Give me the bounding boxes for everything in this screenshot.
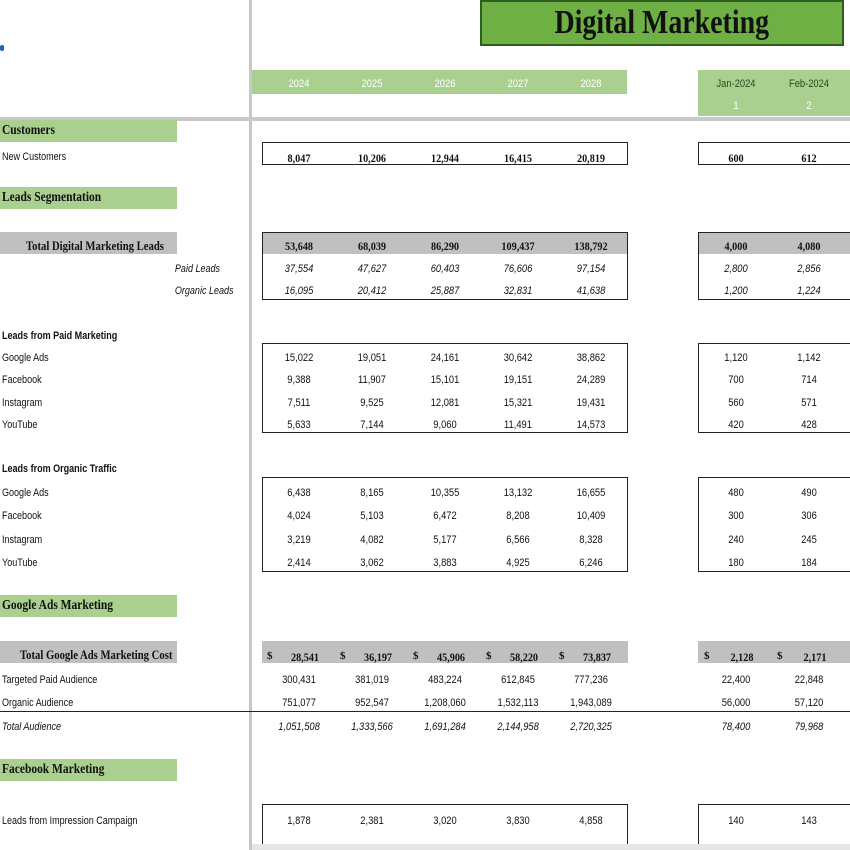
- total-leads-cell-2026[interactable]: 86,290: [430, 239, 460, 253]
- organic-leads-cell-2026[interactable]: 25,887: [430, 285, 460, 297]
- organic-traffic-header: Leads from Organic Traffic: [2, 463, 117, 475]
- frozen-column-divider: [249, 0, 252, 850]
- currency-symbol: $: [559, 650, 565, 662]
- gads-cost-cell-2025[interactable]: 36,197: [363, 650, 393, 664]
- organic-audience-cell-2025[interactable]: 952,547: [355, 697, 389, 709]
- page-title: Digital Marketing: [480, 0, 844, 46]
- paid-facebook-cell-2024[interactable]: 9,388: [287, 374, 311, 386]
- month-index-2: 2: [806, 100, 812, 112]
- paid-google-cell-month-2[interactable]: 1,142: [797, 352, 821, 364]
- org-youtube-cell-month-1[interactable]: 180: [728, 557, 744, 569]
- total-audience-cell-month-2[interactable]: 79,968: [794, 721, 824, 733]
- paid-facebook-cell-2027[interactable]: 19,151: [503, 374, 533, 386]
- row-label-gads-cost: Total Google Ads Marketing Cost: [20, 647, 173, 662]
- month-jan-2024: Jan-2024: [716, 78, 756, 90]
- paid-leads-cell-2028[interactable]: 97,154: [576, 263, 606, 275]
- currency-symbol: $: [486, 650, 492, 662]
- organic-audience-cell-2026[interactable]: 1,208,060: [424, 697, 466, 709]
- targeted-paid-cell-2027[interactable]: 612,845: [501, 674, 535, 686]
- org-facebook-cell-2027[interactable]: 8,208: [506, 510, 530, 522]
- row-label-impression-leads: Leads from Impression Campaign: [2, 815, 138, 827]
- gads-cost-cell-month-2[interactable]: 2,171: [803, 650, 827, 664]
- new-customers-cell-2024[interactable]: 8,047: [287, 151, 311, 165]
- section-facebook-marketing: Facebook Marketing: [0, 759, 177, 781]
- targeted-paid-cell-2025[interactable]: 381,019: [355, 674, 389, 686]
- gads-cost-cell-2027[interactable]: 58,220: [509, 650, 539, 664]
- total-leads-cell-2027[interactable]: 109,437: [501, 239, 535, 253]
- targeted-paid-cell-month-1[interactable]: 22,400: [721, 674, 751, 686]
- month-feb-2024: Feb-2024: [788, 78, 830, 90]
- currency-symbol: $: [777, 650, 783, 662]
- row-label-paid-instagram: Instagram: [2, 397, 43, 409]
- org-instagram-cell-month-1[interactable]: 240: [728, 534, 744, 546]
- row-label-org-google-ads: Google Ads: [2, 487, 49, 499]
- org-google-cell-2024[interactable]: 6,438: [287, 487, 311, 499]
- paid-instagram-cell-month-2[interactable]: 571: [801, 397, 817, 409]
- organic-leads-cell-2028[interactable]: 41,638: [576, 285, 606, 297]
- total-leads-cell-month-1[interactable]: 4,000: [724, 239, 748, 253]
- currency-symbol: $: [704, 650, 710, 662]
- paid-leads-cell-2026[interactable]: 60,403: [430, 263, 460, 275]
- year-2024: 2024: [288, 78, 310, 90]
- organic-leads-cell-month-1[interactable]: 1,200: [724, 285, 748, 297]
- paid-leads-cell-month-1[interactable]: 2,800: [724, 263, 748, 275]
- organic-leads-cell-2024[interactable]: 16,095: [284, 285, 314, 297]
- organic-audience-cell-2028[interactable]: 1,943,089: [570, 697, 612, 709]
- paid-facebook-cell-2026[interactable]: 15,101: [430, 374, 460, 386]
- targeted-paid-cell-2028[interactable]: 777,236: [574, 674, 608, 686]
- paid-instagram-cell-month-1[interactable]: 560: [728, 397, 744, 409]
- row-label-org-instagram: Instagram: [2, 534, 43, 546]
- total-audience-cell-2025[interactable]: 1,333,566: [351, 721, 393, 733]
- impression-leads-cell-2026[interactable]: 3,020: [433, 815, 457, 827]
- org-instagram-cell-2025[interactable]: 4,082: [360, 534, 384, 546]
- org-google-cell-2026[interactable]: 10,355: [430, 487, 460, 499]
- paid-instagram-cell-2025[interactable]: 9,525: [360, 397, 384, 409]
- currency-symbol: $: [413, 650, 419, 662]
- organic-leads-cell-2025[interactable]: 20,412: [357, 285, 387, 297]
- row-label-org-facebook: Facebook: [2, 510, 42, 522]
- org-facebook-cell-2025[interactable]: 5,103: [360, 510, 384, 522]
- gads-cost-cell-2024[interactable]: 28,541: [290, 650, 320, 664]
- paid-youtube-cell-2024[interactable]: 5,633: [287, 419, 311, 431]
- total-audience-cell-2026[interactable]: 1,691,284: [424, 721, 466, 733]
- new-customers-cell-2027[interactable]: 16,415: [503, 151, 533, 165]
- org-google-cell-month-1[interactable]: 480: [728, 487, 744, 499]
- org-facebook-cell-month-1[interactable]: 300: [728, 510, 744, 522]
- org-google-cell-month-2[interactable]: 490: [801, 487, 817, 499]
- row-label-total-audience: Total Audience: [2, 721, 62, 733]
- impression-leads-cell-2027[interactable]: 3,830: [506, 815, 530, 827]
- new-customers-cell-month-2[interactable]: 612: [801, 151, 817, 165]
- gads-cost-cell-2026[interactable]: 45,906: [436, 650, 466, 664]
- total-audience-rule: [0, 711, 850, 712]
- paid-instagram-cell-2026[interactable]: 12,081: [430, 397, 460, 409]
- paid-google-cell-2027[interactable]: 30,642: [503, 352, 533, 364]
- year-2027: 2027: [507, 78, 529, 90]
- org-facebook-cell-month-2[interactable]: 306: [801, 510, 817, 522]
- row-label-targeted-paid: Targeted Paid Audience: [2, 674, 98, 686]
- selection-dot: [0, 45, 4, 51]
- new-customers-cell-month-1[interactable]: 600: [728, 151, 744, 165]
- row-label-paid-google-ads: Google Ads: [2, 352, 49, 364]
- section-leads-segmentation: Leads Segmentation: [0, 187, 177, 209]
- total-audience-cell-2027[interactable]: 2,144,958: [497, 721, 539, 733]
- org-instagram-cell-2026[interactable]: 5,177: [433, 534, 457, 546]
- org-youtube-cell-month-2[interactable]: 184: [801, 557, 817, 569]
- paid-marketing-header: Leads from Paid Marketing: [2, 330, 118, 342]
- org-google-cell-2027[interactable]: 13,132: [503, 487, 533, 499]
- total-audience-cell-2028[interactable]: 2,720,325: [570, 721, 612, 733]
- org-facebook-cell-2024[interactable]: 4,024: [287, 510, 311, 522]
- impression-leads-cell-2028[interactable]: 4,858: [579, 815, 603, 827]
- paid-leads-cell-2025[interactable]: 47,627: [357, 263, 387, 275]
- organic-audience-cell-month-2[interactable]: 57,120: [794, 697, 824, 709]
- org-youtube-cell-2025[interactable]: 3,062: [360, 557, 384, 569]
- paid-google-cell-2026[interactable]: 24,161: [430, 352, 460, 364]
- total-audience-cell-month-1[interactable]: 78,400: [721, 721, 751, 733]
- row-label-paid-facebook: Facebook: [2, 374, 42, 386]
- org-youtube-cell-2027[interactable]: 4,925: [506, 557, 530, 569]
- org-instagram-cell-month-2[interactable]: 245: [801, 534, 817, 546]
- section-google-ads-marketing: Google Ads Marketing: [0, 595, 177, 617]
- paid-google-cell-month-1[interactable]: 1,120: [724, 352, 748, 364]
- paid-google-cell-2025[interactable]: 19,051: [357, 352, 387, 364]
- paid-youtube-cell-2025[interactable]: 7,144: [360, 419, 384, 431]
- org-instagram-cell-2028[interactable]: 8,328: [579, 534, 603, 546]
- row-label-paid-leads: Paid Leads: [174, 263, 220, 275]
- paid-youtube-cell-month-1[interactable]: 420: [728, 419, 744, 431]
- impression-leads-cell-2024[interactable]: 1,878: [287, 815, 311, 827]
- new-customers-cell-2026[interactable]: 12,944: [430, 151, 460, 165]
- row-label-paid-youtube: YouTube: [2, 419, 38, 431]
- year-2026: 2026: [434, 78, 456, 90]
- org-facebook-cell-2026[interactable]: 6,472: [433, 510, 457, 522]
- org-google-cell-2025[interactable]: 8,165: [360, 487, 384, 499]
- gads-cost-cell-2028[interactable]: 73,837: [582, 650, 612, 664]
- impression-leads-cell-month-2[interactable]: 143: [801, 815, 817, 827]
- impression-leads-cell-month-1[interactable]: 140: [728, 815, 744, 827]
- year-2025: 2025: [361, 78, 383, 90]
- paid-facebook-cell-2025[interactable]: 11,907: [358, 374, 386, 386]
- row-label-organic-audience: Organic Audience: [2, 697, 74, 709]
- org-youtube-cell-2024[interactable]: 2,414: [287, 557, 311, 569]
- org-facebook-cell-2028[interactable]: 10,409: [576, 510, 606, 522]
- paid-leads-cell-2027[interactable]: 76,606: [503, 263, 533, 275]
- organic-audience-cell-2024[interactable]: 751,077: [282, 697, 316, 709]
- row-label-total-leads: Total Digital Marketing Leads: [26, 238, 164, 253]
- paid-leads-cell-month-2[interactable]: 2,856: [797, 263, 821, 275]
- org-youtube-cell-2028[interactable]: 6,246: [579, 557, 603, 569]
- row-label-org-youtube: YouTube: [2, 557, 38, 569]
- organic-leads-cell-month-2[interactable]: 1,224: [797, 285, 821, 297]
- paid-instagram-cell-2024[interactable]: 7,511: [287, 397, 311, 409]
- horizontal-scrollbar[interactable]: [252, 844, 850, 850]
- total-leads-cell-2028[interactable]: 138,792: [574, 239, 608, 253]
- paid-google-cell-2028[interactable]: 38,862: [576, 352, 606, 364]
- paid-leads-cell-2024[interactable]: 37,554: [284, 263, 314, 275]
- targeted-paid-cell-month-2[interactable]: 22,848: [794, 674, 824, 686]
- total-leads-cell-2024[interactable]: 53,648: [284, 239, 314, 253]
- currency-symbol: $: [267, 650, 273, 662]
- paid-facebook-cell-2028[interactable]: 24,289: [576, 374, 606, 386]
- new-customers-cell-2028[interactable]: 20,819: [576, 151, 606, 165]
- row-label-new-customers: New Customers: [2, 151, 67, 163]
- currency-symbol: $: [340, 650, 346, 662]
- year-2028: 2028: [580, 78, 602, 90]
- paid-youtube-cell-2026[interactable]: 9,060: [433, 419, 457, 431]
- total-audience-cell-2024[interactable]: 1,051,508: [278, 721, 320, 733]
- paid-instagram-cell-2028[interactable]: 19,431: [576, 397, 606, 409]
- org-google-cell-2028[interactable]: 16,655: [576, 487, 606, 499]
- total-leads-cell-2025[interactable]: 68,039: [357, 239, 387, 253]
- section-customers: Customers: [0, 120, 177, 142]
- total-leads-cell-month-2[interactable]: 4,080: [797, 239, 821, 253]
- impression-leads-cell-2025[interactable]: 2,381: [360, 815, 384, 827]
- paid-google-cell-2024[interactable]: 15,022: [284, 352, 314, 364]
- paid-instagram-cell-2027[interactable]: 15,321: [503, 397, 533, 409]
- gads-cost-cell-month-1[interactable]: 2,128: [730, 650, 754, 664]
- organic-audience-cell-month-1[interactable]: 56,000: [721, 697, 751, 709]
- row-label-organic-leads: Organic Leads: [175, 285, 234, 297]
- paid-facebook-cell-month-2[interactable]: 714: [801, 374, 817, 386]
- organic-audience-cell-2027[interactable]: 1,532,113: [497, 697, 539, 709]
- organic-leads-cell-2027[interactable]: 32,831: [503, 285, 533, 297]
- targeted-paid-cell-2024[interactable]: 300,431: [282, 674, 316, 686]
- new-customers-cell-2025[interactable]: 10,206: [357, 151, 387, 165]
- org-instagram-cell-2024[interactable]: 3,219: [287, 534, 311, 546]
- org-instagram-cell-2027[interactable]: 6,566: [506, 534, 530, 546]
- paid-facebook-cell-month-1[interactable]: 700: [728, 374, 744, 386]
- month-index-1: 1: [733, 100, 739, 112]
- paid-youtube-cell-2028[interactable]: 14,573: [576, 419, 606, 431]
- org-youtube-cell-2026[interactable]: 3,883: [433, 557, 457, 569]
- paid-youtube-cell-2027[interactable]: 11,491: [504, 419, 532, 431]
- paid-youtube-cell-month-2[interactable]: 428: [801, 419, 817, 431]
- targeted-paid-cell-2026[interactable]: 483,224: [428, 674, 462, 686]
